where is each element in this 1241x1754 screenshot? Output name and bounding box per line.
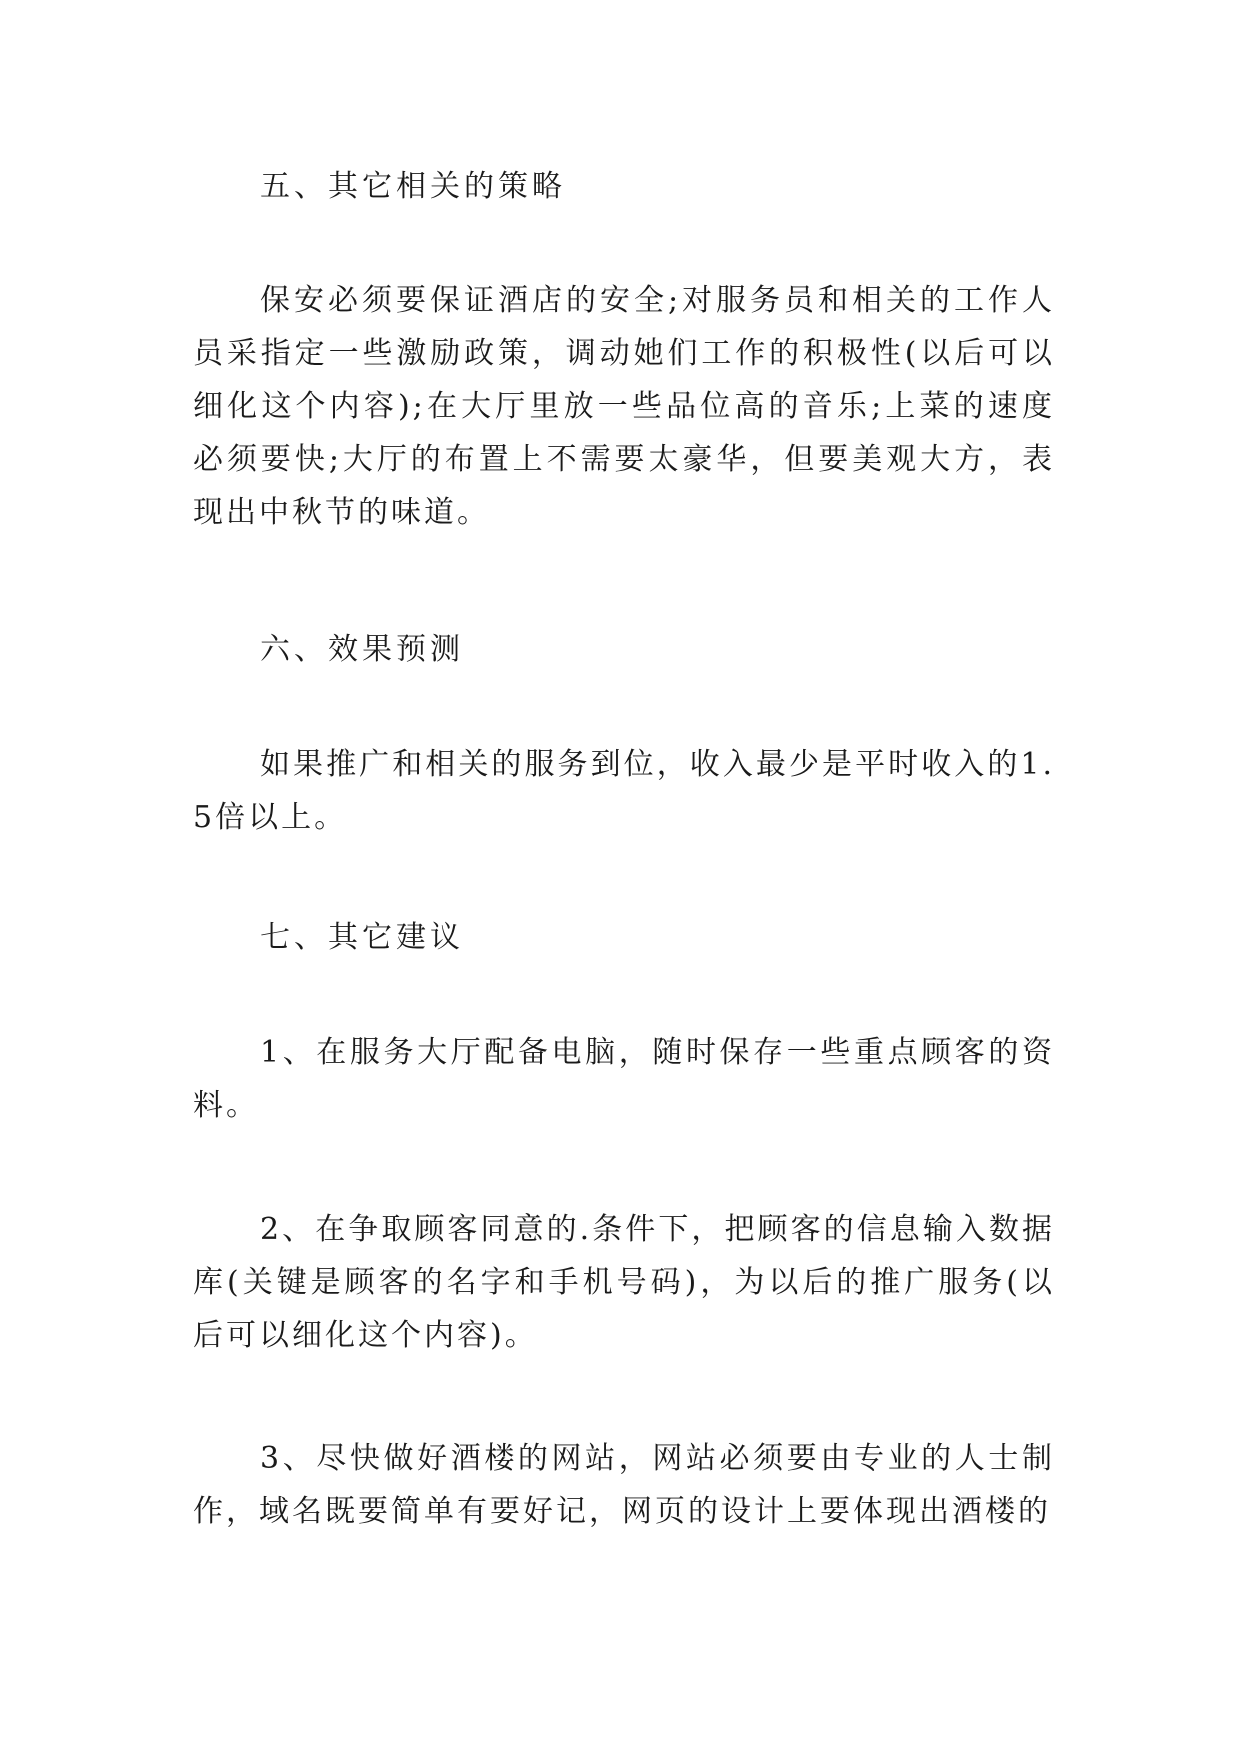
section-7-item-1: 1、在服务大厅配备电脑，随时保存一些重点顾客的资料。 xyxy=(193,1035,1055,1123)
section-5-heading: 五、其它相关的策略 xyxy=(260,169,566,204)
section-7-heading: 七、其它建议 xyxy=(260,920,464,955)
section-5-paragraph: 保安必须要保证酒店的安全;对服务员和相关的工作人员采指定一些激励政策，调动她们工作的积极性(以后可以细化这个内容);在大厅里放一些品位高的音乐;上菜的速度必须要快;大厅的布置上不需要太豪华，但要美观大方，表现出中秋节的味道。 xyxy=(193,283,1055,530)
section-7-item-2: 2、在争取顾客同意的.条件下，把顾客的信息输入数据库(关键是顾客的名字和手机号码)，为以后的推广服务(以后可以细化这个内容)。 xyxy=(193,1212,1055,1353)
section-7-item-3: 3、尽快做好酒楼的网站，网站必须要由专业的人士制作，域名既要简单有要好记，网页的设计上要体现出酒楼的 xyxy=(193,1441,1055,1529)
section-6-heading: 六、效果预测 xyxy=(260,632,464,667)
section-6-paragraph: 如果推广和相关的服务到位，收入最少是平时收入的1.5倍以上。 xyxy=(193,747,1055,835)
